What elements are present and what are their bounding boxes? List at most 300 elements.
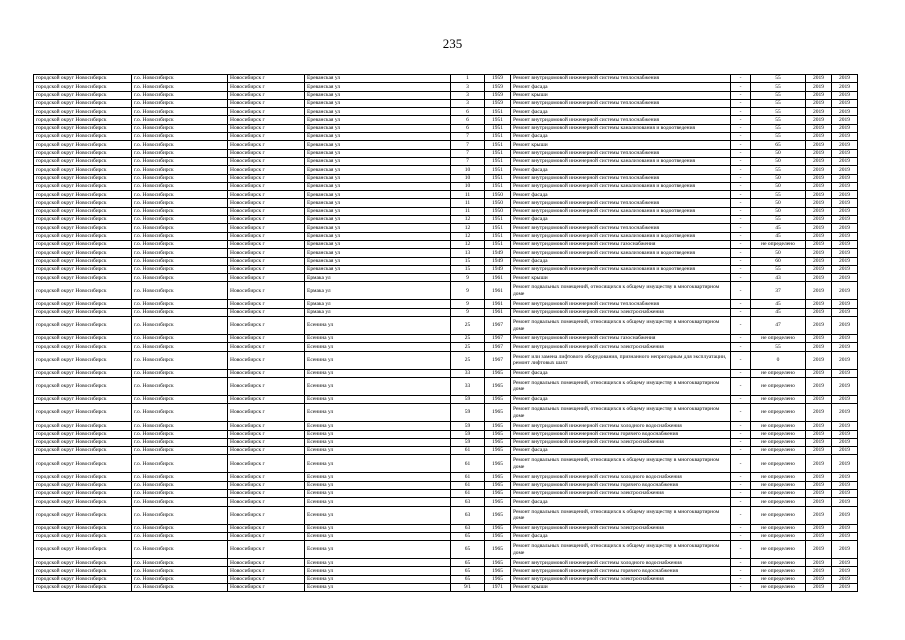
city-cell: Новосибирск г — [228, 149, 305, 157]
municipality-cell: городской округ Новосибирск — [34, 91, 132, 99]
year-start-cell: 2019 — [806, 455, 832, 473]
flag-cell: - — [731, 99, 751, 107]
municipality-cell: городской округ Новосибирск — [34, 191, 132, 199]
street-cell: Ереванская ул — [305, 133, 451, 141]
street-cell: Есенина ул — [305, 481, 451, 489]
cost-cell: 50 — [751, 174, 806, 182]
table-row — [34, 455, 858, 473]
district-cell: г.о. Новосибирск — [132, 91, 228, 99]
table-row — [34, 343, 858, 351]
district-cell: г.о. Новосибирск — [132, 498, 228, 506]
build-year-cell: 1951 — [485, 133, 511, 141]
cost-cell: не определено — [751, 532, 806, 540]
house-number-cell: 15 — [451, 265, 485, 273]
flag-cell: - — [731, 207, 751, 215]
city-cell: Новосибирск г — [228, 232, 305, 240]
city-cell: Новосибирск г — [228, 377, 305, 395]
cost-cell: 55 — [751, 133, 806, 141]
work-type-cell: Ремонт внутридомовой инженерной системы газоснабжения — [511, 240, 731, 248]
cost-cell: 55 — [751, 166, 806, 174]
district-cell: г.о. Новосибирск — [132, 404, 228, 422]
table-body — [34, 75, 858, 592]
year-start-cell: 2019 — [806, 141, 832, 149]
city-cell: Новосибирск г — [228, 224, 305, 232]
flag-cell: - — [731, 532, 751, 540]
cost-cell: 55 — [751, 265, 806, 273]
street-cell: Ереванская ул — [305, 91, 451, 99]
year-start-cell: 2019 — [806, 559, 832, 567]
year-end-cell: 2019 — [832, 149, 858, 157]
table-row — [34, 232, 858, 240]
house-number-cell: 11 — [451, 191, 485, 199]
work-type-cell: Ремонт внутридомовой инженерной системы теплоснабжения — [511, 300, 731, 308]
year-start-cell: 2019 — [806, 191, 832, 199]
cost-cell: 65 — [751, 141, 806, 149]
work-type-cell: Ремонт внутридомовой инженерной системы канализования и водоотведения — [511, 124, 731, 132]
house-number-cell: 61 — [451, 447, 485, 455]
flag-cell: - — [731, 351, 751, 369]
city-cell: Новосибирск г — [228, 473, 305, 481]
table-row — [34, 108, 858, 116]
table-row — [34, 489, 858, 497]
cost-cell: не определено — [751, 377, 806, 395]
city-cell: Новосибирск г — [228, 133, 305, 141]
house-number-cell: 9 — [451, 282, 485, 300]
year-start-cell: 2019 — [806, 265, 832, 273]
build-year-cell: 1949 — [485, 257, 511, 265]
municipality-cell: городской округ Новосибирск — [34, 559, 132, 567]
work-type-cell: Ремонт внутридомовой инженерной системы электроснабжения — [511, 308, 731, 316]
house-number-cell: 63 — [451, 506, 485, 524]
municipality-cell: городской округ Новосибирск — [34, 257, 132, 265]
city-cell: Новосибирск г — [228, 141, 305, 149]
flag-cell: - — [731, 559, 751, 567]
house-number-cell: 12 — [451, 240, 485, 248]
year-end-cell: 2019 — [832, 300, 858, 308]
year-start-cell: 2019 — [806, 404, 832, 422]
cost-cell: не определено — [751, 489, 806, 497]
cost-cell: не определено — [751, 438, 806, 446]
year-end-cell: 2019 — [832, 506, 858, 524]
year-end-cell: 2019 — [832, 182, 858, 190]
table-row — [34, 584, 858, 592]
cost-cell: не определено — [751, 369, 806, 377]
work-type-cell: Ремонт внутридомовой инженерной системы электроснабжения — [511, 343, 731, 351]
district-cell: г.о. Новосибирск — [132, 124, 228, 132]
year-start-cell: 2019 — [806, 473, 832, 481]
year-end-cell: 2019 — [832, 524, 858, 532]
flag-cell: - — [731, 335, 751, 343]
street-cell: Есенина ул — [305, 369, 451, 377]
city-cell: Новосибирск г — [228, 257, 305, 265]
house-number-cell: 11 — [451, 207, 485, 215]
build-year-cell: 1965 — [485, 541, 511, 559]
district-cell: г.о. Новосибирск — [132, 335, 228, 343]
district-cell: г.о. Новосибирск — [132, 438, 228, 446]
flag-cell: - — [731, 308, 751, 316]
municipality-cell: городской округ Новосибирск — [34, 404, 132, 422]
district-cell: г.о. Новосибирск — [132, 216, 228, 224]
table-row — [34, 498, 858, 506]
work-type-cell: Ремонт внутридомовой инженерной системы горячего водоснабжения — [511, 567, 731, 575]
district-cell: г.о. Новосибирск — [132, 199, 228, 207]
city-cell: Новосибирск г — [228, 369, 305, 377]
table-row — [34, 559, 858, 567]
street-cell: Ереванская ул — [305, 199, 451, 207]
municipality-cell: городской округ Новосибирск — [34, 308, 132, 316]
house-number-cell: 65 — [451, 541, 485, 559]
table-row — [34, 141, 858, 149]
work-type-cell: Ремонт внутридомовой инженерной системы электроснабжения — [511, 575, 731, 583]
city-cell: Новосибирск г — [228, 191, 305, 199]
city-cell: Новосибирск г — [228, 99, 305, 107]
cost-cell: не определено — [751, 430, 806, 438]
table-row — [34, 351, 858, 369]
year-end-cell: 2019 — [832, 232, 858, 240]
table-row — [34, 191, 858, 199]
year-start-cell: 2019 — [806, 157, 832, 165]
city-cell: Новосибирск г — [228, 343, 305, 351]
cost-cell: 50 — [751, 249, 806, 257]
work-type-cell: Ремонт фасада — [511, 216, 731, 224]
build-year-cell: 1965 — [485, 524, 511, 532]
cost-cell: 50 — [751, 182, 806, 190]
street-cell: Ереванская ул — [305, 191, 451, 199]
flag-cell: - — [731, 473, 751, 481]
house-number-cell: 10 — [451, 182, 485, 190]
year-start-cell: 2019 — [806, 124, 832, 132]
year-start-cell: 2019 — [806, 308, 832, 316]
district-cell: г.о. Новосибирск — [132, 377, 228, 395]
work-type-cell: Ремонт подвальных помещений, относящихся к общему имуществу в многоквартирном доме — [511, 541, 731, 559]
district-cell: г.о. Новосибирск — [132, 473, 228, 481]
cost-cell: 50 — [751, 207, 806, 215]
cost-cell: 50 — [751, 199, 806, 207]
street-cell: Есенина ул — [305, 559, 451, 567]
year-end-cell: 2019 — [832, 124, 858, 132]
city-cell: Новосибирск г — [228, 108, 305, 116]
city-cell: Новосибирск г — [228, 199, 305, 207]
flag-cell: - — [731, 232, 751, 240]
cost-cell: не определено — [751, 481, 806, 489]
work-type-cell: Ремонт фасада — [511, 447, 731, 455]
house-number-cell: 59 — [451, 404, 485, 422]
build-year-cell: 1965 — [485, 404, 511, 422]
district-cell: г.о. Новосибирск — [132, 532, 228, 540]
flag-cell: - — [731, 438, 751, 446]
year-end-cell: 2019 — [832, 99, 858, 107]
district-cell: г.о. Новосибирск — [132, 265, 228, 273]
year-start-cell: 2019 — [806, 116, 832, 124]
build-year-cell: 1959 — [485, 75, 511, 83]
table-row — [34, 377, 858, 395]
house-number-cell: 12 — [451, 232, 485, 240]
municipality-cell: городской округ Новосибирск — [34, 473, 132, 481]
work-type-cell: Ремонт фасада — [511, 83, 731, 91]
build-year-cell: 1951 — [485, 141, 511, 149]
district-cell: г.о. Новосибирск — [132, 506, 228, 524]
cost-cell: не определено — [751, 335, 806, 343]
municipality-cell: городской округ Новосибирск — [34, 232, 132, 240]
flag-cell: - — [731, 265, 751, 273]
street-cell: Ермака ул — [305, 308, 451, 316]
house-number-cell: 7 — [451, 149, 485, 157]
cost-cell: не определено — [751, 506, 806, 524]
district-cell: г.о. Новосибирск — [132, 207, 228, 215]
cost-cell: 0 — [751, 351, 806, 369]
year-start-cell: 2019 — [806, 257, 832, 265]
year-start-cell: 2019 — [806, 377, 832, 395]
build-year-cell: 1951 — [485, 174, 511, 182]
year-start-cell: 2019 — [806, 240, 832, 248]
flag-cell: - — [731, 182, 751, 190]
work-type-cell: Ремонт внутридомовой инженерной системы теплоснабжения — [511, 116, 731, 124]
district-cell: г.о. Новосибирск — [132, 541, 228, 559]
city-cell: Новосибирск г — [228, 274, 305, 282]
municipality-cell: городской округ Новосибирск — [34, 224, 132, 232]
house-number-cell: 25 — [451, 335, 485, 343]
street-cell: Есенина ул — [305, 343, 451, 351]
build-year-cell: 1965 — [485, 438, 511, 446]
municipality-cell: городской округ Новосибирск — [34, 265, 132, 273]
municipality-cell: городской округ Новосибирск — [34, 567, 132, 575]
street-cell: Ереванская ул — [305, 157, 451, 165]
table-row — [34, 91, 858, 99]
cost-cell: 43 — [751, 274, 806, 282]
street-cell: Есенина ул — [305, 422, 451, 430]
street-cell: Есенина ул — [305, 489, 451, 497]
street-cell: Ермака ул — [305, 282, 451, 300]
district-cell: г.о. Новосибирск — [132, 141, 228, 149]
year-start-cell: 2019 — [806, 75, 832, 83]
flag-cell: - — [731, 455, 751, 473]
build-year-cell: 1971 — [485, 584, 511, 592]
year-end-cell: 2019 — [832, 174, 858, 182]
city-cell: Новосибирск г — [228, 481, 305, 489]
city-cell: Новосибирск г — [228, 430, 305, 438]
municipality-cell: городской округ Новосибирск — [34, 422, 132, 430]
year-end-cell: 2019 — [832, 216, 858, 224]
table-row — [34, 447, 858, 455]
flag-cell: - — [731, 300, 751, 308]
district-cell: г.о. Новосибирск — [132, 422, 228, 430]
work-type-cell: Ремонт внутридомовой инженерной системы газоснабжения — [511, 335, 731, 343]
build-year-cell: 1961 — [485, 282, 511, 300]
table-row — [34, 541, 858, 559]
year-end-cell: 2019 — [832, 567, 858, 575]
build-year-cell: 1950 — [485, 207, 511, 215]
table-row — [34, 532, 858, 540]
year-start-cell: 2019 — [806, 541, 832, 559]
city-cell: Новосибирск г — [228, 249, 305, 257]
municipality-cell: городской округ Новосибирск — [34, 532, 132, 540]
build-year-cell: 1951 — [485, 108, 511, 116]
flag-cell: - — [731, 541, 751, 559]
municipality-cell: городской округ Новосибирск — [34, 166, 132, 174]
street-cell: Ереванская ул — [305, 257, 451, 265]
build-year-cell: 1959 — [485, 99, 511, 107]
city-cell: Новосибирск г — [228, 447, 305, 455]
work-type-cell: Ремонт подвальных помещений, относящихся к общему имуществу в многоквартирном доме — [511, 404, 731, 422]
year-start-cell: 2019 — [806, 447, 832, 455]
year-end-cell: 2019 — [832, 282, 858, 300]
cost-cell: не определено — [751, 498, 806, 506]
flag-cell: - — [731, 584, 751, 592]
work-type-cell: Ремонт фасада — [511, 369, 731, 377]
year-start-cell: 2019 — [806, 174, 832, 182]
cost-cell: не определено — [751, 447, 806, 455]
table-row — [34, 335, 858, 343]
table-row — [34, 257, 858, 265]
build-year-cell: 1951 — [485, 224, 511, 232]
work-type-cell: Ремонт фасада — [511, 395, 731, 403]
street-cell: Есенина ул — [305, 377, 451, 395]
year-start-cell: 2019 — [806, 422, 832, 430]
table-row — [34, 438, 858, 446]
municipality-cell: городской округ Новосибирск — [34, 249, 132, 257]
year-end-cell: 2019 — [832, 541, 858, 559]
work-type-cell: Ремонт или замена лифтового оборудования, признанного непригодным для эксплуатации, ремонт лифтовых шахт — [511, 351, 731, 369]
city-cell: Новосибирск г — [228, 282, 305, 300]
district-cell: г.о. Новосибирск — [132, 282, 228, 300]
district-cell: г.о. Новосибирск — [132, 369, 228, 377]
cost-cell: 55 — [751, 343, 806, 351]
year-start-cell: 2019 — [806, 166, 832, 174]
city-cell: Новосибирск г — [228, 351, 305, 369]
build-year-cell: 1951 — [485, 149, 511, 157]
build-year-cell: 1951 — [485, 232, 511, 240]
street-cell: Есенина ул — [305, 351, 451, 369]
work-type-cell: Ремонт фасада — [511, 532, 731, 540]
build-year-cell: 1967 — [485, 351, 511, 369]
build-year-cell: 1965 — [485, 369, 511, 377]
municipality-cell: городской округ Новосибирск — [34, 182, 132, 190]
work-type-cell: Ремонт внутридомовой инженерной системы теплоснабжения — [511, 224, 731, 232]
house-number-cell: 3 — [451, 83, 485, 91]
table-row — [34, 133, 858, 141]
street-cell: Есенина ул — [305, 532, 451, 540]
flag-cell: - — [731, 422, 751, 430]
year-start-cell: 2019 — [806, 567, 832, 575]
work-type-cell: Ремонт внутридомовой инженерной системы канализования и водоотведения — [511, 182, 731, 190]
district-cell: г.о. Новосибирск — [132, 317, 228, 335]
flag-cell: - — [731, 506, 751, 524]
city-cell: Новосибирск г — [228, 317, 305, 335]
work-type-cell: Ремонт внутридомовой инженерной системы теплоснабжения — [511, 75, 731, 83]
year-end-cell: 2019 — [832, 498, 858, 506]
work-type-cell: Ремонт внутридомовой инженерной системы канализования и водоотведения — [511, 232, 731, 240]
street-cell: Есенина ул — [305, 335, 451, 343]
flag-cell: - — [731, 83, 751, 91]
build-year-cell: 1951 — [485, 116, 511, 124]
work-type-cell: Ремонт внутридомовой инженерной системы теплоснабжения — [511, 99, 731, 107]
year-start-cell: 2019 — [806, 300, 832, 308]
street-cell: Ереванская ул — [305, 99, 451, 107]
build-year-cell: 1949 — [485, 249, 511, 257]
cost-cell: 50 — [751, 149, 806, 157]
municipality-cell: городской округ Новосибирск — [34, 541, 132, 559]
flag-cell: - — [731, 498, 751, 506]
municipality-cell: городской округ Новосибирск — [34, 274, 132, 282]
work-type-cell: Ремонт фасада — [511, 257, 731, 265]
build-year-cell: 1965 — [485, 377, 511, 395]
year-end-cell: 2019 — [832, 75, 858, 83]
year-start-cell: 2019 — [806, 369, 832, 377]
work-type-cell: Ремонт внутридомовой инженерной системы теплоснабжения — [511, 199, 731, 207]
table-row — [34, 395, 858, 403]
district-cell: г.о. Новосибирск — [132, 116, 228, 124]
work-type-cell: Ремонт подвальных помещений, относящихся к общему имуществу в многоквартирном доме — [511, 317, 731, 335]
build-year-cell: 1959 — [485, 91, 511, 99]
district-cell: г.о. Новосибирск — [132, 481, 228, 489]
municipality-cell: городской округ Новосибирск — [34, 116, 132, 124]
street-cell: Есенина ул — [305, 430, 451, 438]
flag-cell: - — [731, 317, 751, 335]
build-year-cell: 1951 — [485, 166, 511, 174]
year-end-cell: 2019 — [832, 584, 858, 592]
year-end-cell: 2019 — [832, 369, 858, 377]
build-year-cell: 1951 — [485, 240, 511, 248]
cost-cell: не определено — [751, 567, 806, 575]
house-number-cell: 12 — [451, 224, 485, 232]
district-cell: г.о. Новосибирск — [132, 166, 228, 174]
year-end-cell: 2019 — [832, 559, 858, 567]
year-start-cell: 2019 — [806, 207, 832, 215]
house-number-cell: 11 — [451, 199, 485, 207]
city-cell: Новосибирск г — [228, 532, 305, 540]
flag-cell: - — [731, 75, 751, 83]
flag-cell: - — [731, 430, 751, 438]
work-type-cell: Ремонт внутридомовой инженерной системы теплоснабжения — [511, 174, 731, 182]
district-cell: г.о. Новосибирск — [132, 157, 228, 165]
house-number-cell: 25 — [451, 351, 485, 369]
district-cell: г.о. Новосибирск — [132, 559, 228, 567]
registry-table — [33, 74, 858, 592]
district-cell: г.о. Новосибирск — [132, 575, 228, 583]
house-number-cell: 65 — [451, 575, 485, 583]
street-cell: Ереванская ул — [305, 182, 451, 190]
house-number-cell: 7 — [451, 133, 485, 141]
district-cell: г.о. Новосибирск — [132, 240, 228, 248]
work-type-cell: Ремонт подвальных помещений, относящихся к общему имуществу в многоквартирном доме — [511, 455, 731, 473]
page-number: 235 — [442, 36, 463, 51]
year-start-cell: 2019 — [806, 182, 832, 190]
street-cell: Ереванская ул — [305, 265, 451, 273]
street-cell: Ереванская ул — [305, 216, 451, 224]
table-row — [34, 149, 858, 157]
city-cell: Новосибирск г — [228, 157, 305, 165]
table-row — [34, 166, 858, 174]
house-number-cell: 7 — [451, 141, 485, 149]
district-cell: г.о. Новосибирск — [132, 300, 228, 308]
year-start-cell: 2019 — [806, 224, 832, 232]
build-year-cell: 1965 — [485, 506, 511, 524]
year-start-cell: 2019 — [806, 282, 832, 300]
house-number-cell: 6 — [451, 116, 485, 124]
city-cell: Новосибирск г — [228, 166, 305, 174]
year-end-cell: 2019 — [832, 430, 858, 438]
year-end-cell: 2019 — [832, 207, 858, 215]
municipality-cell: городской округ Новосибирск — [34, 174, 132, 182]
table-row — [34, 369, 858, 377]
build-year-cell: 1951 — [485, 124, 511, 132]
year-end-cell: 2019 — [832, 83, 858, 91]
house-number-cell: 9 — [451, 300, 485, 308]
house-number-cell: 59 — [451, 422, 485, 430]
year-end-cell: 2019 — [832, 404, 858, 422]
table-row — [34, 240, 858, 248]
build-year-cell: 1961 — [485, 300, 511, 308]
